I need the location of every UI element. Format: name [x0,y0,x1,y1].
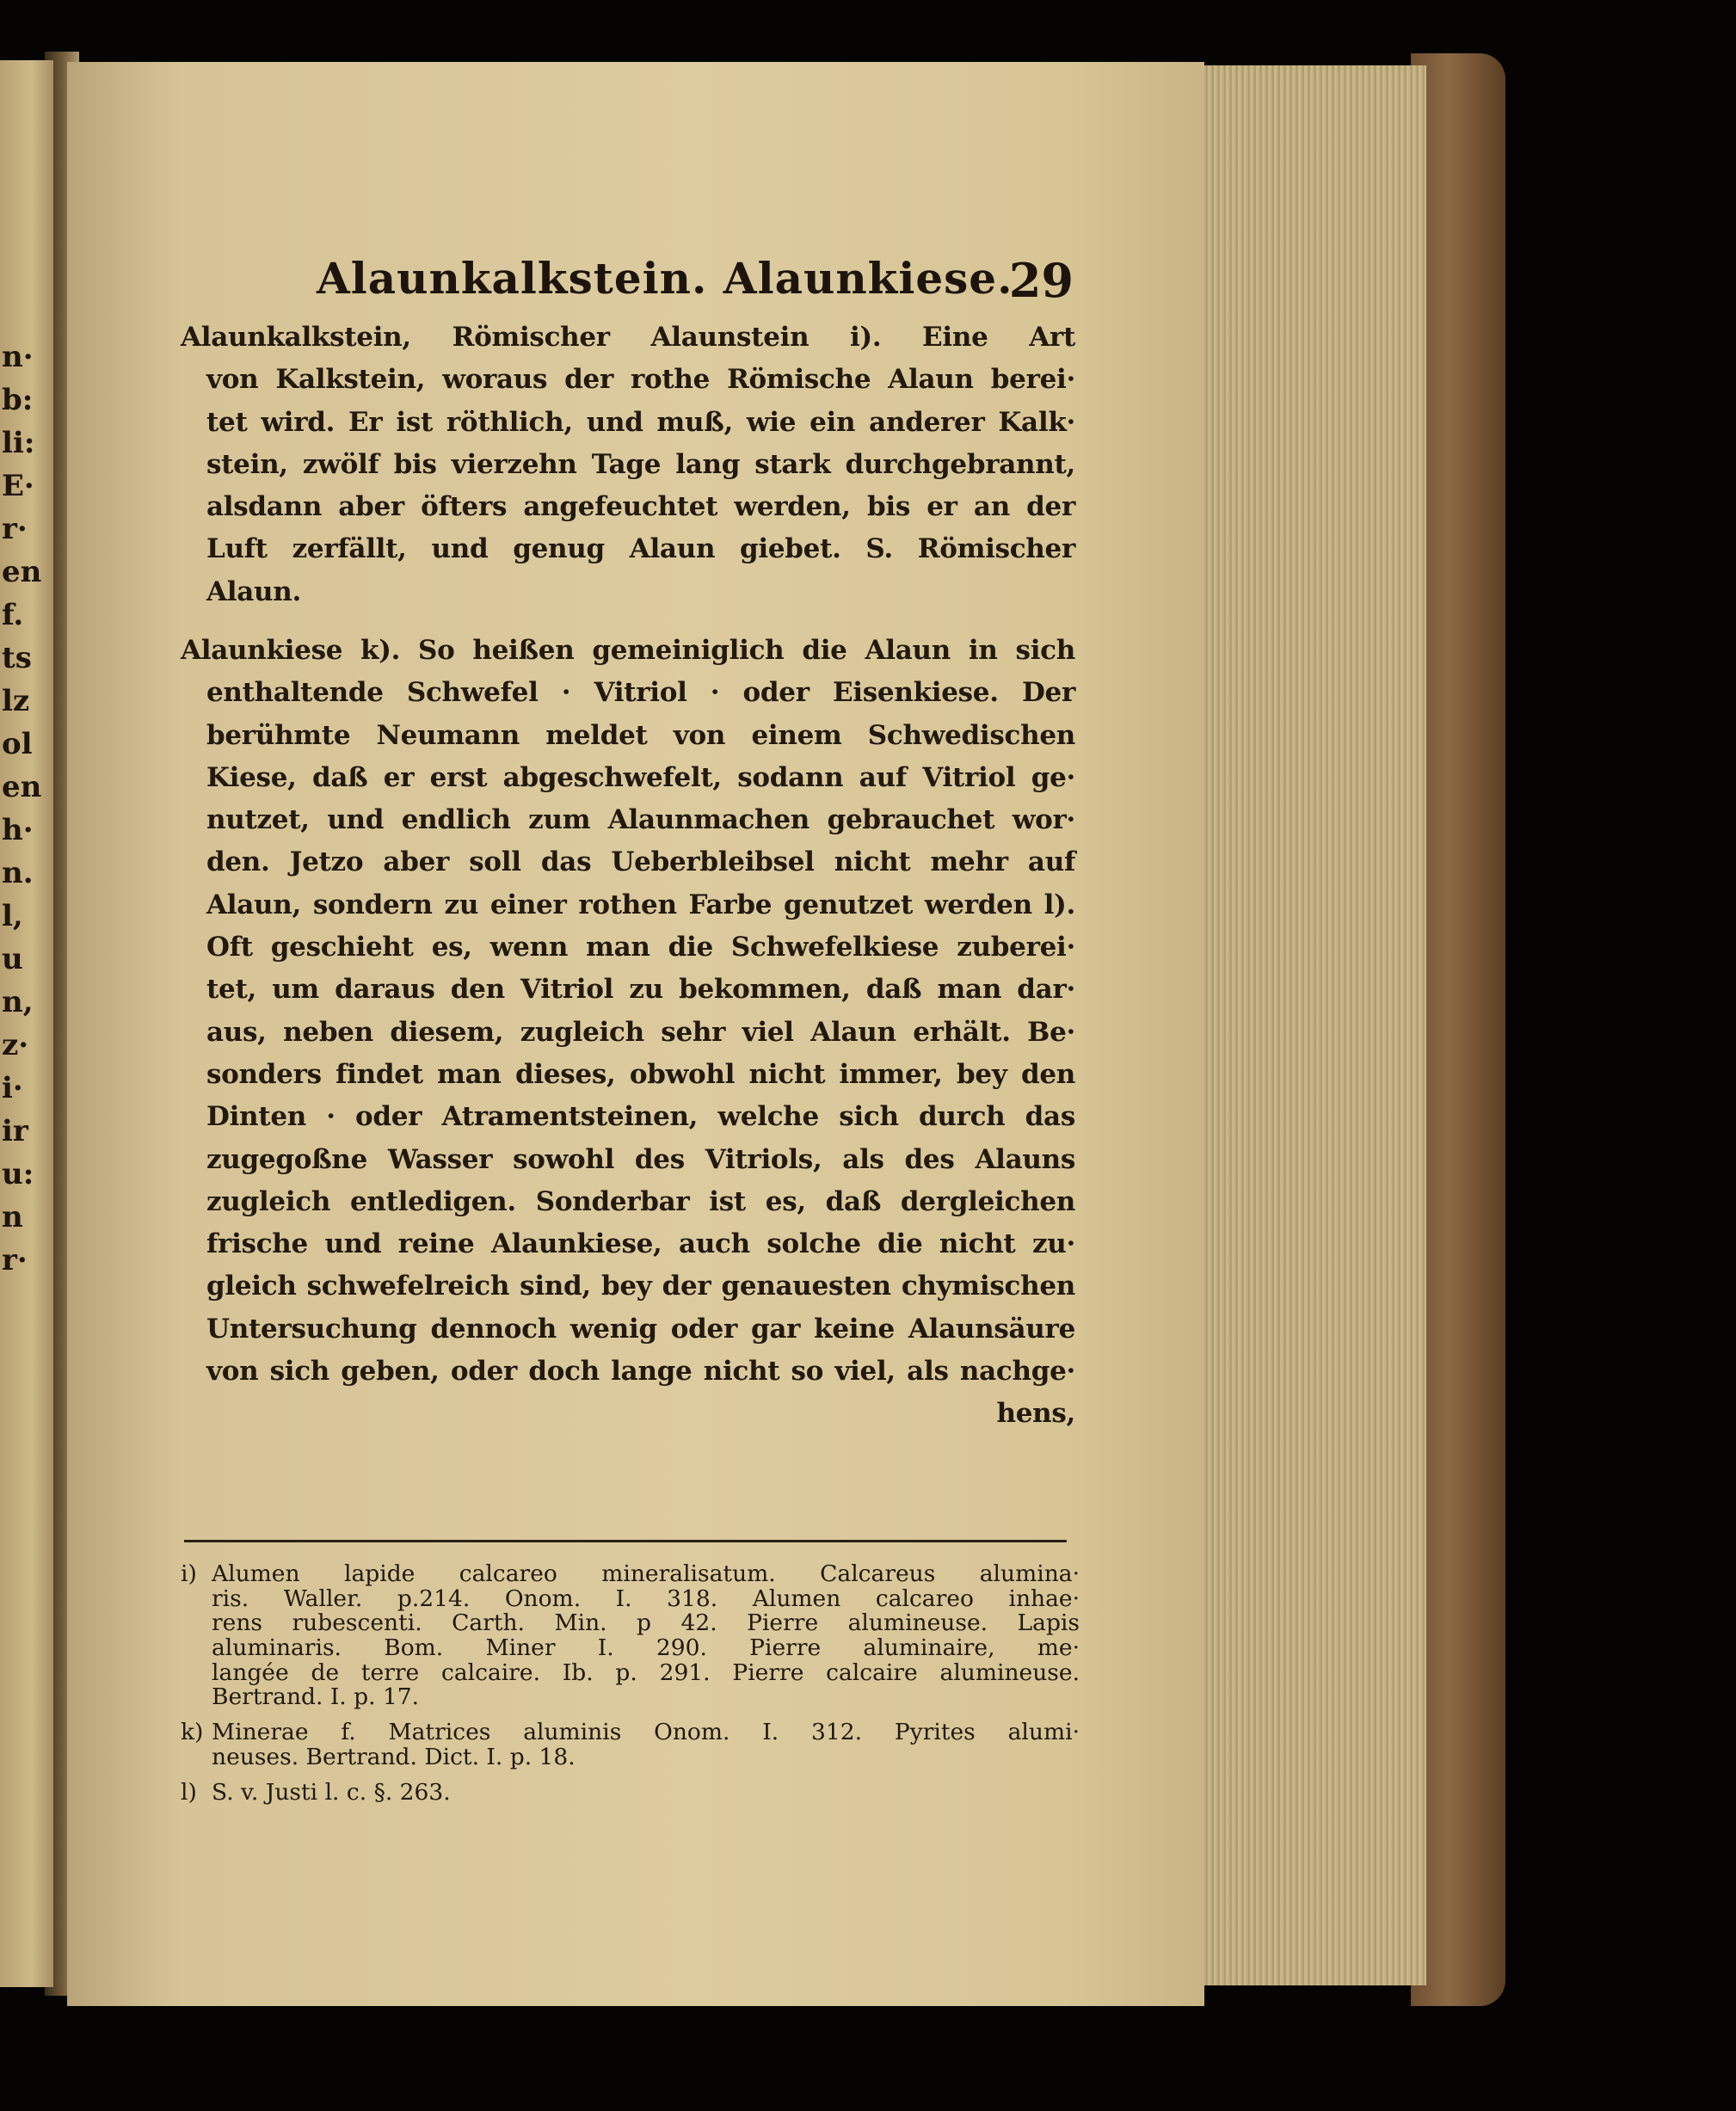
previous-page-fragment: ol [2,727,33,761]
previous-page-fragment: u: [2,1157,34,1191]
text-line: hens, [996,1398,1075,1430]
footnote [181,1720,1080,1769]
previous-page-fragment: n· [2,340,34,374]
previous-page-fragment: r· [2,512,28,546]
footnote-mark: l) [181,1778,197,1806]
text-line: Luft zerfällt, und genug Alaun giebet. S. Römischer [206,533,1075,565]
entry-alaunkalkstein [181,317,1075,613]
footnote-line: Bertrand. I. p. 17. [212,1683,420,1711]
text-line: alsdann aber öfters angefeuchtet werden, bis er an der [206,491,1075,523]
page-edges [1203,65,1426,1985]
text-line: von Kalkstein, woraus der rothe Römische Alaun berei· [206,364,1075,396]
previous-page-fragment: lz [2,684,30,718]
previous-page-fragment: r· [2,1243,28,1277]
previous-page-fragment: b: [2,383,34,417]
previous-page-fragment: h· [2,813,34,847]
previous-page-fragment: en [2,555,42,589]
footnote-line: Minerae f. Matrices aluminis Onom. I. 312. Pyrites alumi· [212,1719,1080,1746]
text-line: enthaltende Schwefel · Vitriol · oder Eisenkiese. Der [206,677,1075,709]
previous-page-edge [0,60,53,1987]
footnote-mark: k) [181,1719,204,1746]
previous-page-fragment: i· [2,1071,23,1105]
footnote-mark: i) [181,1560,197,1587]
text-line: Untersuchung dennoch wenig oder gar keine Alaunsäure [206,1313,1075,1345]
text-line: Dinten · oder Atramentsteinen, welche sich durch das [206,1101,1075,1133]
footnote-body [181,1720,1080,1769]
footnote [181,1778,1080,1806]
previous-page-fragment: f. [2,598,24,632]
running-header [317,253,1074,313]
previous-page-fragment: en [2,770,42,804]
text-line: gleich schwefelreich sind, bey der genauesten chymischen [206,1271,1075,1302]
text-line: tet wird. Er ist röthlich, und muß, wie ein anderer Kalk· [206,406,1075,438]
footnote-line: neuses. Bertrand. Dict. I. p. 18. [212,1743,576,1770]
entry-alaunkiese [181,630,1075,1436]
footnote-body [181,1562,1080,1710]
text-line: Oft geschieht es, wenn man die Schwefelkiese zuberei· [206,932,1075,963]
page-number: 29 [1008,253,1074,308]
footnote-line: Alumen lapide calcareo mineralisatum. Calcareus alumina· [212,1560,1080,1587]
text-line: von sich geben, oder doch lange nicht so viel, als nachge· [206,1356,1075,1388]
footnote-line: S. v. Justi l. c. §. 263. [212,1778,451,1806]
footnote-body [181,1778,1080,1806]
footnote-line: langée de terre calcaire. Ib. p. 291. Pierre calcaire alumineuse. [212,1659,1080,1686]
previous-page-fragment: l, [2,899,23,933]
text-line: berühmte Neumann meldet von einem Schwedischen [206,719,1075,751]
text-line: zugegoßne Wasser sowohl des Vitriols, als des Alauns [206,1143,1075,1175]
previous-page-fragment: n. [2,856,34,890]
text-line: frische und reine Alaunkiese, auch solche die nicht zu· [206,1228,1075,1260]
text-line: Alaunkiese k). So heißen gemeiniglich die Alaun in sich [181,635,1075,666]
previous-page-fragment: u [2,942,23,976]
footnote-line: aluminaris. Bom. Miner I. 290. Pierre aluminaire, me· [212,1634,1080,1662]
previous-page-fragment: ir [2,1114,28,1148]
text-line: Alaun, sondern zu einer rothen Farbe genutzet werden l). [206,889,1075,920]
text-line: Alaunkalkstein, Römischer Alaunstein i). Eine Art [181,322,1075,353]
text-line: den. Jetzo aber soll das Ueberbleibsel nicht mehr auf [206,846,1075,878]
previous-page-fragment: n [2,1200,23,1234]
text-line: tet, um daraus den Vitriol zu bekommen, daß man dar· [206,974,1075,1006]
text-line: stein, zwölf bis vierzehn Tage lang stark durchgebrannt, [206,448,1075,480]
text-line: aus, neben diesem, zugleich sehr viel Alaun erhält. Be· [206,1016,1075,1048]
footnote-line: rens rubescenti. Carth. Min. p 42. Pierre alumineuse. Lapis [212,1609,1080,1637]
footnote [181,1562,1080,1710]
text-line: Alaun. [206,575,301,607]
previous-page-fragments [2,335,42,1282]
text-line: Kiese, daß er erst abgeschwefelt, sodann auf Vitriol ge· [206,761,1075,793]
previous-page-fragment: li: [2,426,35,460]
running-title: Alaunkalkstein. Alaunkiese. [317,253,1013,304]
footnotes [181,1562,1080,1815]
text-line: sonders findet man dieses, obwohl nicht immer, bey den [206,1058,1075,1090]
book-page [67,62,1204,2006]
previous-page-fragment: E· [2,469,34,503]
footnote-line: ris. Waller. p.214. Onom. I. 318. Alumen calcareo inhae· [212,1585,1080,1612]
footnote-rule [184,1540,1067,1542]
previous-page-fragment: ts [2,641,32,675]
previous-page-fragment: n, [2,985,34,1019]
text-line: nutzet, und endlich zum Alaunmachen gebrauchet wor· [206,804,1075,836]
previous-page-fragment: z· [2,1028,29,1062]
text-line: zugleich entledigen. Sonderbar ist es, daß dergleichen [206,1185,1075,1217]
